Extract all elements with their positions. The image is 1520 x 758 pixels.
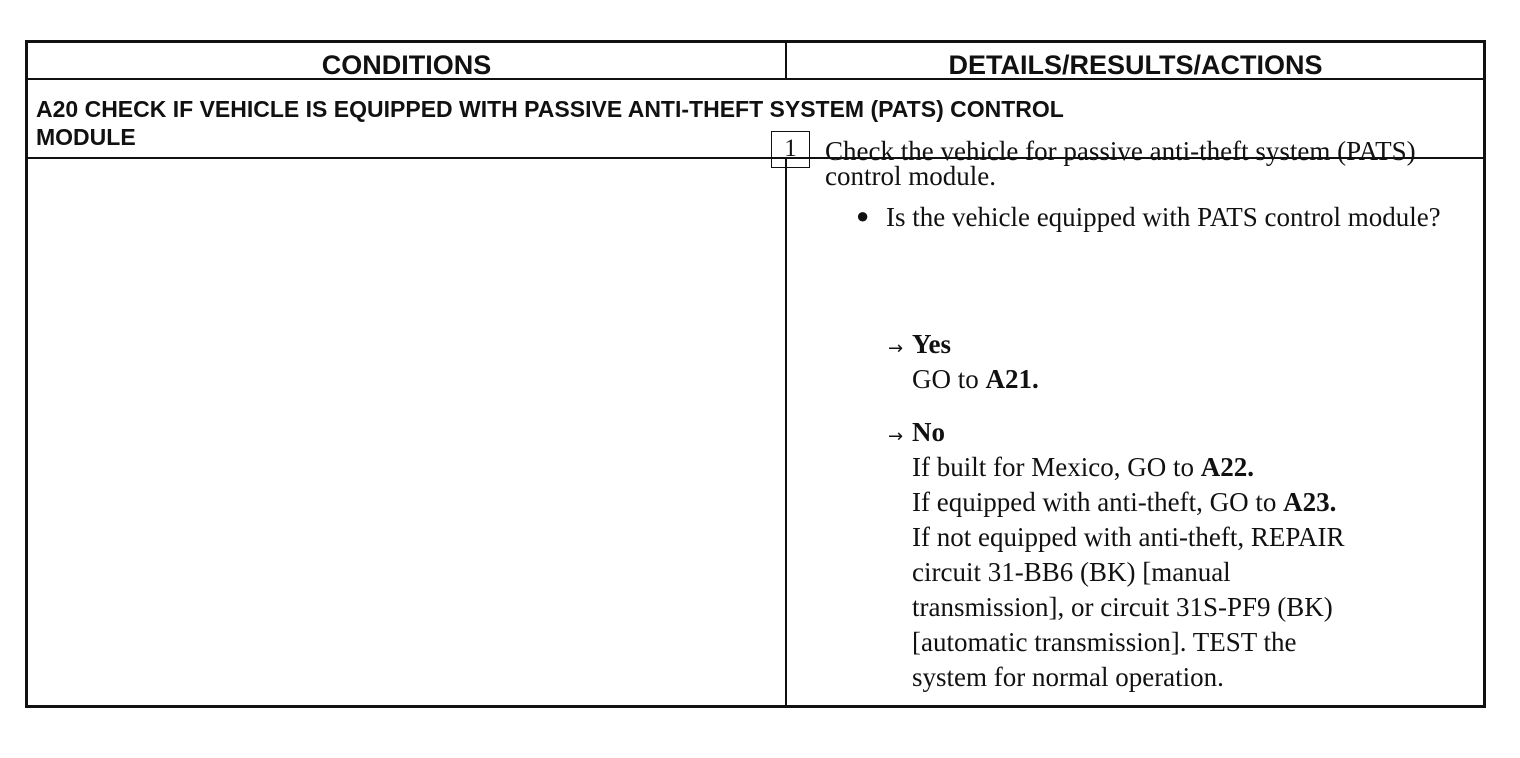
no-action-line-2 bbox=[912, 485, 1452, 520]
yes-answer bbox=[912, 327, 1452, 397]
step-question: Is the vehicle equipped with PATS control module? bbox=[886, 202, 1441, 232]
no-action-line-7: system for normal operation. bbox=[912, 662, 1224, 692]
table-header-row bbox=[28, 43, 1483, 80]
no-answer bbox=[912, 415, 1452, 695]
step-title-line-1: A20 CHECK IF VEHICLE IS EQUIPPED WITH PASSIVE ANTI-THEFT SYSTEM (PATS) CONTROL bbox=[36, 96, 1064, 122]
header-divider bbox=[785, 43, 787, 80]
no-arrow-icon: → bbox=[888, 426, 904, 447]
no-action-line-3: If not equipped with anti-theft, REPAIR bbox=[912, 522, 1345, 552]
no-line-2-text: If equipped with anti-theft, GO to bbox=[912, 487, 1284, 517]
yes-label: Yes bbox=[912, 329, 951, 359]
column-divider bbox=[785, 159, 787, 708]
details-header: DETAILS/RESULTS/ACTIONS bbox=[948, 50, 1323, 80]
no-line-1-target: A22. bbox=[1200, 452, 1254, 482]
conditions-header: CONDITIONS bbox=[321, 50, 492, 80]
yes-action-text: GO to bbox=[912, 364, 986, 394]
no-label: No bbox=[912, 417, 945, 447]
no-line-2-target: A23. bbox=[1283, 487, 1337, 517]
no-action-line-5: transmission], or circuit 31S-PF9 (BK) bbox=[912, 592, 1333, 622]
yes-arrow-icon: → bbox=[888, 338, 904, 359]
no-line-1-text: If built for Mexico, GO to bbox=[912, 452, 1201, 482]
yes-action-target: A21. bbox=[985, 364, 1039, 394]
no-action-line-1 bbox=[912, 450, 1452, 485]
yes-action bbox=[912, 362, 1452, 397]
no-action-line-4: circuit 31-BB6 (BK) [manual bbox=[912, 557, 1231, 587]
step-number-box: 1 bbox=[771, 131, 810, 168]
bullet-icon: ● bbox=[856, 203, 870, 228]
no-action-line-6: [automatic transmission]. TEST the bbox=[912, 627, 1297, 657]
step-title-line-2: MODULE bbox=[36, 124, 136, 150]
step-instruction: Check the vehicle for passive anti-theft system (PATS) control module. bbox=[825, 136, 1416, 191]
